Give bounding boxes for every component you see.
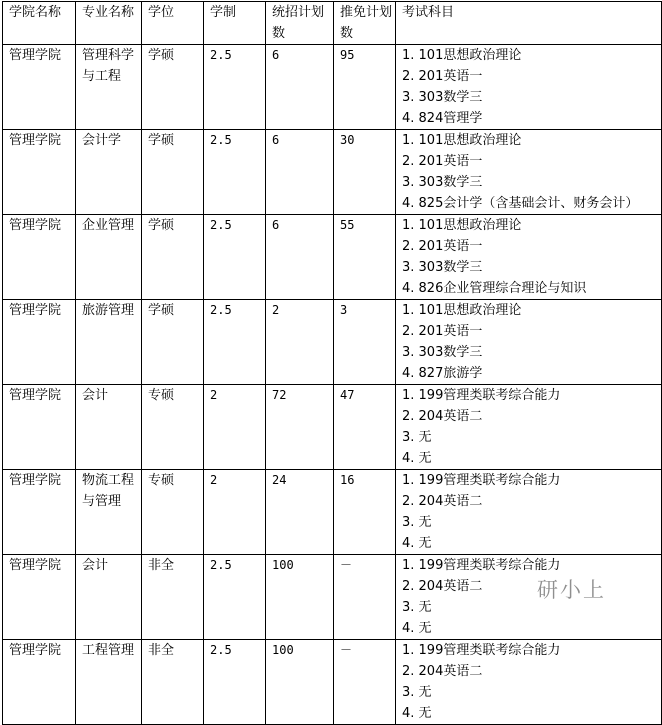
subject-item: 4. 827旅游学 [402, 366, 483, 381]
subject-item: 3. 无 [402, 430, 432, 445]
subject-item: 2. 204英语二 [402, 494, 483, 509]
quota-cell: 6 [266, 215, 334, 300]
quota-cell: 100 [266, 555, 334, 640]
quota-cell: 6 [266, 45, 334, 130]
subject-item: 2. 201英语一 [402, 154, 483, 169]
major-cell: 企业管理 [76, 215, 142, 300]
college-cell: 管理学院 [3, 45, 76, 130]
subject-item: 3. 303数学三 [402, 260, 483, 275]
subject-item: 3. 无 [402, 685, 432, 700]
subjects-cell [396, 215, 662, 300]
subject-item: 1. 199管理类联考综合能力 [402, 473, 561, 488]
subjects-cell [396, 555, 662, 640]
recommend-cell: 95 [334, 45, 396, 130]
subject-item: 3. 303数学三 [402, 345, 483, 360]
subject-item: 3. 无 [402, 515, 432, 530]
header-recommend: 推免计划数 [334, 2, 396, 45]
major-cell: 会计 [76, 555, 142, 640]
subject-item: 1. 199管理类联考综合能力 [402, 388, 561, 403]
major-cell: 管理科学与工程 [76, 45, 142, 130]
quota-cell: 6 [266, 130, 334, 215]
duration-cell: 2.5 [204, 640, 266, 725]
subject-item: 2. 201英语一 [402, 239, 483, 254]
header-duration: 学制 [204, 2, 266, 45]
subject-item: 2. 204英语二 [402, 664, 483, 679]
quota-cell: 24 [266, 470, 334, 555]
subject-item: 1. 101思想政治理论 [402, 218, 522, 233]
recommend-cell: － [334, 640, 396, 725]
recommend-cell: 47 [334, 385, 396, 470]
major-cell: 旅游管理 [76, 300, 142, 385]
subjects-cell [396, 640, 662, 725]
major-cell: 工程管理 [76, 640, 142, 725]
duration-cell: 2.5 [204, 130, 266, 215]
table-row [3, 385, 662, 470]
table-row [3, 640, 662, 725]
subjects-cell [396, 45, 662, 130]
header-college: 学院名称 [3, 2, 76, 45]
major-cell: 会计学 [76, 130, 142, 215]
subject-item: 3. 无 [402, 600, 432, 615]
quota-cell: 100 [266, 640, 334, 725]
subject-item: 4. 826企业管理综合理论与知识 [402, 281, 587, 296]
subject-item: 1. 199管理类联考综合能力 [402, 643, 561, 658]
duration-cell: 2 [204, 385, 266, 470]
recommend-cell: 16 [334, 470, 396, 555]
header-major: 专业名称 [76, 2, 142, 45]
college-cell: 管理学院 [3, 470, 76, 555]
college-cell: 管理学院 [3, 555, 76, 640]
subject-item: 1. 101思想政治理论 [402, 303, 522, 318]
subject-item: 4. 无 [402, 621, 432, 636]
degree-cell: 专硕 [142, 470, 204, 555]
subjects-cell [396, 385, 662, 470]
subject-item: 2. 201英语一 [402, 69, 483, 84]
subjects-cell [396, 130, 662, 215]
quota-cell: 2 [266, 300, 334, 385]
college-cell: 管理学院 [3, 215, 76, 300]
subjects-cell [396, 300, 662, 385]
header-row [3, 2, 662, 45]
duration-cell: 2.5 [204, 300, 266, 385]
subject-item: 4. 无 [402, 451, 432, 466]
recommend-cell: 30 [334, 130, 396, 215]
subject-item: 2. 204英语二 [402, 409, 483, 424]
subject-item: 4. 825会计学（含基础会计、财务会计） [402, 196, 639, 211]
duration-cell: 2.5 [204, 45, 266, 130]
degree-cell: 学硕 [142, 45, 204, 130]
subjects-cell [396, 470, 662, 555]
major-cell: 会计 [76, 385, 142, 470]
watermark: 研小上 [537, 578, 606, 602]
duration-cell: 2 [204, 470, 266, 555]
degree-cell: 学硕 [142, 300, 204, 385]
admissions-table [2, 1, 662, 725]
table-row [3, 45, 662, 130]
major-cell: 物流工程与管理 [76, 470, 142, 555]
table-row [3, 130, 662, 215]
subject-item: 3. 303数学三 [402, 90, 483, 105]
degree-cell: 非全 [142, 555, 204, 640]
header-quota: 统招计划数 [266, 2, 334, 45]
subject-item: 2. 204英语二 [402, 579, 483, 594]
college-cell: 管理学院 [3, 640, 76, 725]
college-cell: 管理学院 [3, 130, 76, 215]
table-row [3, 470, 662, 555]
degree-cell: 学硕 [142, 130, 204, 215]
subject-item: 4. 824管理学 [402, 111, 483, 126]
subject-item: 2. 201英语一 [402, 324, 483, 339]
header-subjects: 考试科目 [396, 2, 662, 45]
quota-cell: 72 [266, 385, 334, 470]
college-cell: 管理学院 [3, 385, 76, 470]
table-row [3, 215, 662, 300]
subject-item: 1. 101思想政治理论 [402, 48, 522, 63]
table-row [3, 300, 662, 385]
subject-item: 1. 101思想政治理论 [402, 133, 522, 148]
recommend-cell: － [334, 555, 396, 640]
subject-item: 3. 303数学三 [402, 175, 483, 190]
degree-cell: 非全 [142, 640, 204, 725]
subject-item: 4. 无 [402, 536, 432, 551]
recommend-cell: 3 [334, 300, 396, 385]
duration-cell: 2.5 [204, 555, 266, 640]
header-degree: 学位 [142, 2, 204, 45]
subject-item: 1. 199管理类联考综合能力 [402, 558, 561, 573]
degree-cell: 专硕 [142, 385, 204, 470]
duration-cell: 2.5 [204, 215, 266, 300]
subject-item: 4. 无 [402, 706, 432, 721]
college-cell: 管理学院 [3, 300, 76, 385]
recommend-cell: 55 [334, 215, 396, 300]
degree-cell: 学硕 [142, 215, 204, 300]
